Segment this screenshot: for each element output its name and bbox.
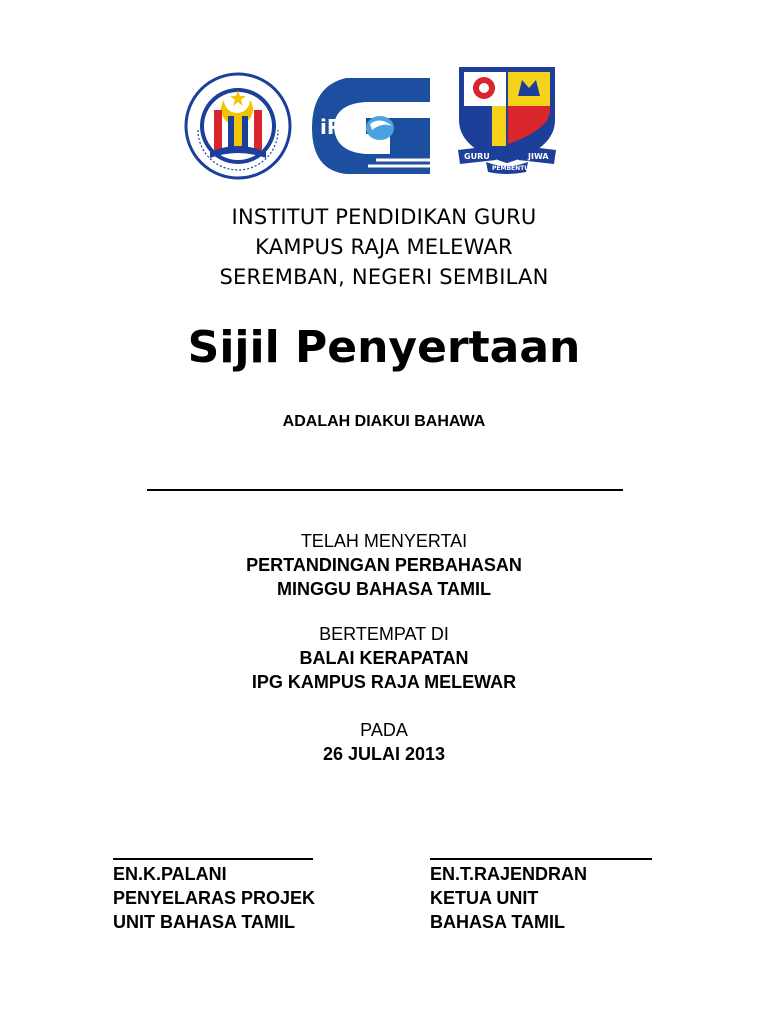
date-block xyxy=(0,718,768,766)
svg-text:iPG: iPG xyxy=(320,115,358,139)
event-lead: TELAH MENYERTAI xyxy=(300,531,468,551)
venue-line-1: BALAI KERAPATAN xyxy=(299,648,469,668)
institute-line-1: INSTITUT PENDIDIKAN GURU xyxy=(231,205,537,229)
logo-row xyxy=(0,66,768,196)
ipg-logo xyxy=(306,72,436,180)
signature-block-left xyxy=(113,846,315,934)
event-name-line-2: MINGGU BAHASA TAMIL xyxy=(277,579,491,599)
date-lead: PADA xyxy=(360,720,408,740)
signatory-role-left: PENYELARAS PROJEK xyxy=(113,888,316,908)
institute-line-3: SEREMBAN, NEGERI SEMBILAN xyxy=(219,265,549,289)
signature-line-left xyxy=(113,858,313,860)
institute-line-2: KAMPUS RAJA MELEWAR xyxy=(255,235,513,259)
recognition-text: ADALAH DIAKUI BAHAWA xyxy=(282,413,486,430)
guru-shield xyxy=(456,66,558,174)
date-value: 26 JULAI 2013 xyxy=(322,744,446,764)
signature-block-right xyxy=(430,846,652,934)
svg-text:GURU: GURU xyxy=(464,152,490,161)
signatory-role-right: KETUA UNIT xyxy=(430,888,539,908)
svg-text:PEMBENTUK: PEMBENTUK xyxy=(492,165,534,172)
event-name-line-1: PERTANDINGAN PERBAHASAN xyxy=(246,555,522,575)
signature-line-right xyxy=(430,858,652,860)
certificate-title: Sijil Penyertaan xyxy=(187,322,581,373)
event-block xyxy=(0,529,768,601)
recipient-name-line xyxy=(147,489,623,491)
signatory-unit-right: BAHASA TAMIL xyxy=(430,912,565,932)
venue-block xyxy=(0,622,768,694)
venue-lead: BERTEMPAT DI xyxy=(319,624,449,644)
signatory-name-left: EN.K.PALANI xyxy=(113,864,227,884)
signatory-unit-left: UNIT BAHASA TAMIL xyxy=(113,912,295,932)
venue-line-2: IPG KAMPUS RAJA MELEWAR xyxy=(251,672,517,692)
signatory-name-right: EN.T.RAJENDRAN xyxy=(430,864,588,884)
institute-heading xyxy=(0,202,768,292)
kpm-emblem xyxy=(184,70,292,182)
svg-text:JIWA: JIWA xyxy=(528,152,549,161)
